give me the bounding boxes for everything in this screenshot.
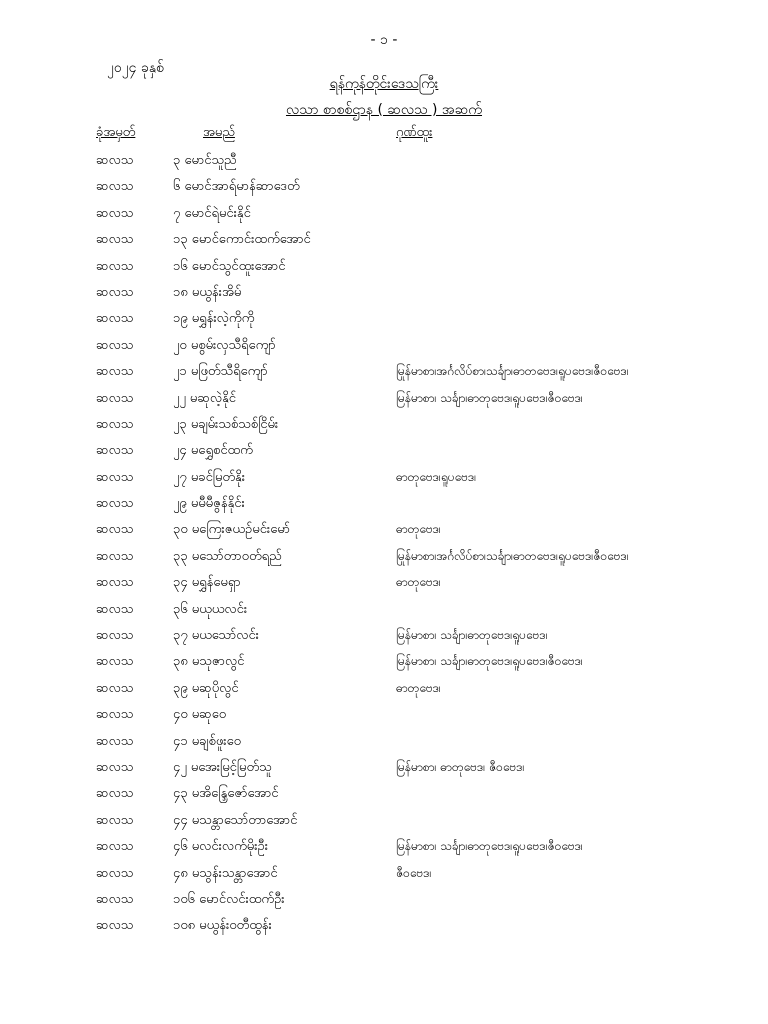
document-subtitle: လသာ စာစစ်ဌာန ( ဆလသ ) အဆက် bbox=[285, 102, 483, 118]
row-distinctions: ဓာတုဗေဒ၊ bbox=[396, 575, 441, 590]
result-row bbox=[0, 152, 768, 178]
row-class-code: ဆလသ bbox=[96, 443, 134, 459]
row-class-code: ဆလသ bbox=[96, 680, 134, 696]
row-class-code: ဆလသ bbox=[96, 548, 134, 564]
row-distinctions: မြန်မာစာ၊ သင်္ချာ၊ဓာတုဗေဒ၊ရူပဗေဒ၊ bbox=[396, 628, 548, 643]
document-title: ရန်ကုန်တိုင်းဒေသကြီး bbox=[329, 76, 439, 92]
result-row bbox=[0, 865, 768, 891]
row-student-name: ၃၆ မယုယလင်း bbox=[173, 601, 248, 617]
result-row bbox=[0, 838, 768, 864]
row-class-code: ဆလသ bbox=[96, 654, 134, 670]
result-row bbox=[0, 601, 768, 627]
row-class-code: ဆလသ bbox=[96, 337, 134, 353]
row-distinctions: မြန်မာစာ၊အင်္ဂလိပ်စာ၊သင်္ချာ၊ဓာတုဗေဒ၊ရူပဗေဒ၊ဇီဝဗေဒ၊ bbox=[396, 548, 629, 563]
result-row bbox=[0, 521, 768, 547]
result-row bbox=[0, 891, 768, 917]
row-student-name: ၃၄ မရွှန်မေရှာ bbox=[173, 575, 241, 591]
result-row bbox=[0, 680, 768, 706]
result-row bbox=[0, 442, 768, 468]
row-distinctions: ဓာတုဗေဒ၊ bbox=[396, 680, 441, 695]
row-class-code: ဆလသ bbox=[96, 364, 134, 380]
row-distinctions: မြန်မာစာ၊ ဓာတုဗေဒ၊ ဇီဝဗေဒ၊ bbox=[396, 759, 525, 774]
row-distinctions: မြန်မာစာ၊ သင်္ချာ၊ဓာတုဗေဒ၊ရူပဗေဒ၊ဇီဝဗေဒ၊ bbox=[396, 390, 583, 405]
row-student-name: ၂၇ မခင်မြတ်နိုး bbox=[173, 469, 246, 485]
row-student-name: ၄၀ မဆုဝေ bbox=[173, 707, 227, 723]
result-row bbox=[0, 548, 768, 574]
row-class-code: ဆလသ bbox=[96, 179, 134, 195]
row-student-name: ၆ မောင်အာရ်မာန်ဆာဒေတ် bbox=[173, 179, 300, 195]
row-student-name: ၂၄ မရွှေစင်ထက် bbox=[173, 443, 253, 459]
row-student-name: ၁၆ မောင်သွင်ထူးအောင် bbox=[173, 258, 286, 274]
row-student-name: ၁၀၆ မောင်လင်းထက်ဦး bbox=[173, 891, 285, 907]
row-student-name: ၂၉ မမီမီဇွန်နိုင်း bbox=[173, 496, 245, 512]
result-row bbox=[0, 495, 768, 521]
row-student-name: ၄၁ မချစ်ဖူးဝေ bbox=[173, 733, 241, 749]
row-student-name: ၄၆ မလင်းလက်မိုးဦး bbox=[173, 839, 269, 855]
row-distinctions: မြန်မာစာ၊အင်္ဂလိပ်စာ၊သင်္ချာ၊ဓာတုဗေဒ၊ရူပဗေဒ၊ဇီဝဗေဒ၊ bbox=[396, 364, 629, 379]
result-row bbox=[0, 390, 768, 416]
result-row bbox=[0, 653, 768, 679]
row-class-code: ဆလသ bbox=[96, 865, 134, 881]
row-class-code: ဆလသ bbox=[96, 733, 134, 749]
row-class-code: ဆလသ bbox=[96, 390, 134, 406]
row-class-code: ဆလသ bbox=[96, 416, 134, 432]
result-row bbox=[0, 759, 768, 785]
row-distinctions: ဓာတုဗေဒ၊ရူပဗေဒ၊ bbox=[396, 469, 477, 484]
row-distinctions: မြန်မာစာ၊ သင်္ချာ၊ဓာတုဗေဒ၊ရူပဗေဒ၊ဇီဝဗေဒ၊ bbox=[396, 839, 583, 854]
row-student-name: ၂၁ မဖြတ်သီရိကျော် bbox=[173, 364, 268, 380]
row-student-name: ၃၃ မသော်တာဝတ်ရည် bbox=[173, 548, 282, 564]
row-student-name: ၄၄ မသန္တာသော်တာအောင် bbox=[173, 812, 298, 828]
row-class-code: ဆလသ bbox=[96, 601, 134, 617]
result-row bbox=[0, 574, 768, 600]
row-student-name: ၃၀ မကြေးဇယဉ်မင်းမော် bbox=[173, 522, 291, 538]
result-row bbox=[0, 469, 768, 495]
row-class-code: ဆလသ bbox=[96, 839, 134, 855]
row-class-code: ဆလသ bbox=[96, 812, 134, 828]
row-student-name: ၄၃ မအိန္ဒြေဇော်အောင် bbox=[173, 786, 279, 802]
column-header-distinction: ဂုဏ်ထူး bbox=[396, 125, 433, 140]
row-student-name: ၄၈ မသွန်းသန္တာအောင် bbox=[173, 865, 278, 881]
row-student-name: ၂၃ မချမ်းသစ်သစ်ငြိမ်း bbox=[173, 416, 279, 432]
row-student-name: ၁၃ မောင်ကောင်းထက်အောင် bbox=[173, 232, 311, 248]
result-row bbox=[0, 812, 768, 838]
result-row bbox=[0, 416, 768, 442]
row-student-name: ၁၈ မယွန်းအိမ် bbox=[173, 284, 242, 300]
result-row bbox=[0, 785, 768, 811]
year-label: ၂၀၂၄ ခုနှစ် bbox=[107, 60, 164, 76]
result-row bbox=[0, 258, 768, 284]
result-row bbox=[0, 284, 768, 310]
row-class-code: ဆလသ bbox=[96, 522, 134, 538]
row-student-name: ၁၀၈ မယွန်းဝတီထွန်း bbox=[173, 918, 272, 934]
row-student-name: ၂၀ မစွမ်းလှသီရိကျော် bbox=[173, 337, 276, 353]
row-distinctions: မြန်မာစာ၊ သင်္ချာ၊ဓာတုဗေဒ၊ရူပဗေဒ၊ဇီဝဗေဒ၊ bbox=[396, 654, 583, 669]
row-class-code: ဆလသ bbox=[96, 707, 134, 723]
page-number: - ၁ - bbox=[370, 32, 398, 48]
result-row bbox=[0, 706, 768, 732]
row-student-name: ၁၉ မရွှန်းလဲ့ကိုကို bbox=[173, 311, 255, 327]
row-class-code: ဆလသ bbox=[96, 469, 134, 485]
row-class-code: ဆလသ bbox=[96, 891, 134, 907]
row-class-code: ဆလသ bbox=[96, 575, 134, 591]
column-header-name: အမည် bbox=[203, 125, 235, 140]
row-student-name: ၃၉ မဆုပိုလွင် bbox=[173, 680, 239, 696]
results-list bbox=[0, 152, 768, 944]
row-class-code: ဆလသ bbox=[96, 759, 134, 775]
row-distinctions: ဇီဝဗေဒ၊ bbox=[396, 865, 432, 880]
row-class-code: ဆလသ bbox=[96, 311, 134, 327]
row-class-code: ဆလသ bbox=[96, 232, 134, 248]
row-class-code: ဆလသ bbox=[96, 918, 134, 934]
result-row bbox=[0, 917, 768, 943]
row-class-code: ဆလသ bbox=[96, 153, 134, 168]
row-student-name: ၃ မောင်သူညီ bbox=[173, 153, 237, 168]
result-row bbox=[0, 337, 768, 363]
result-row bbox=[0, 178, 768, 204]
result-row bbox=[0, 205, 768, 231]
row-class-code: ဆလသ bbox=[96, 628, 134, 644]
row-class-code: ဆလသ bbox=[96, 284, 134, 300]
result-row bbox=[0, 733, 768, 759]
row-student-name: ၃၇ မယသော်လင်း bbox=[173, 628, 259, 644]
result-row bbox=[0, 627, 768, 653]
row-student-name: ၃၈ မသုဇာလွင် bbox=[173, 654, 245, 670]
row-class-code: ဆလသ bbox=[96, 205, 134, 221]
row-student-name: ၄၂ မအေးမြင့်မြတ်သူ bbox=[173, 759, 272, 775]
result-row bbox=[0, 231, 768, 257]
result-row bbox=[0, 310, 768, 336]
column-header-roll: ခုံအမှတ် bbox=[96, 125, 136, 140]
row-class-code: ဆလသ bbox=[96, 258, 134, 274]
row-student-name: ၇ မောင်ရဲမင်းနိုင် bbox=[173, 205, 251, 221]
result-row bbox=[0, 363, 768, 389]
row-class-code: ဆလသ bbox=[96, 786, 134, 802]
row-student-name: ၂၂ မဆုလဲ့နိုင် bbox=[173, 390, 237, 406]
row-class-code: ဆလသ bbox=[96, 496, 134, 512]
row-distinctions: ဓာတုဗေဒ၊ bbox=[396, 522, 441, 537]
